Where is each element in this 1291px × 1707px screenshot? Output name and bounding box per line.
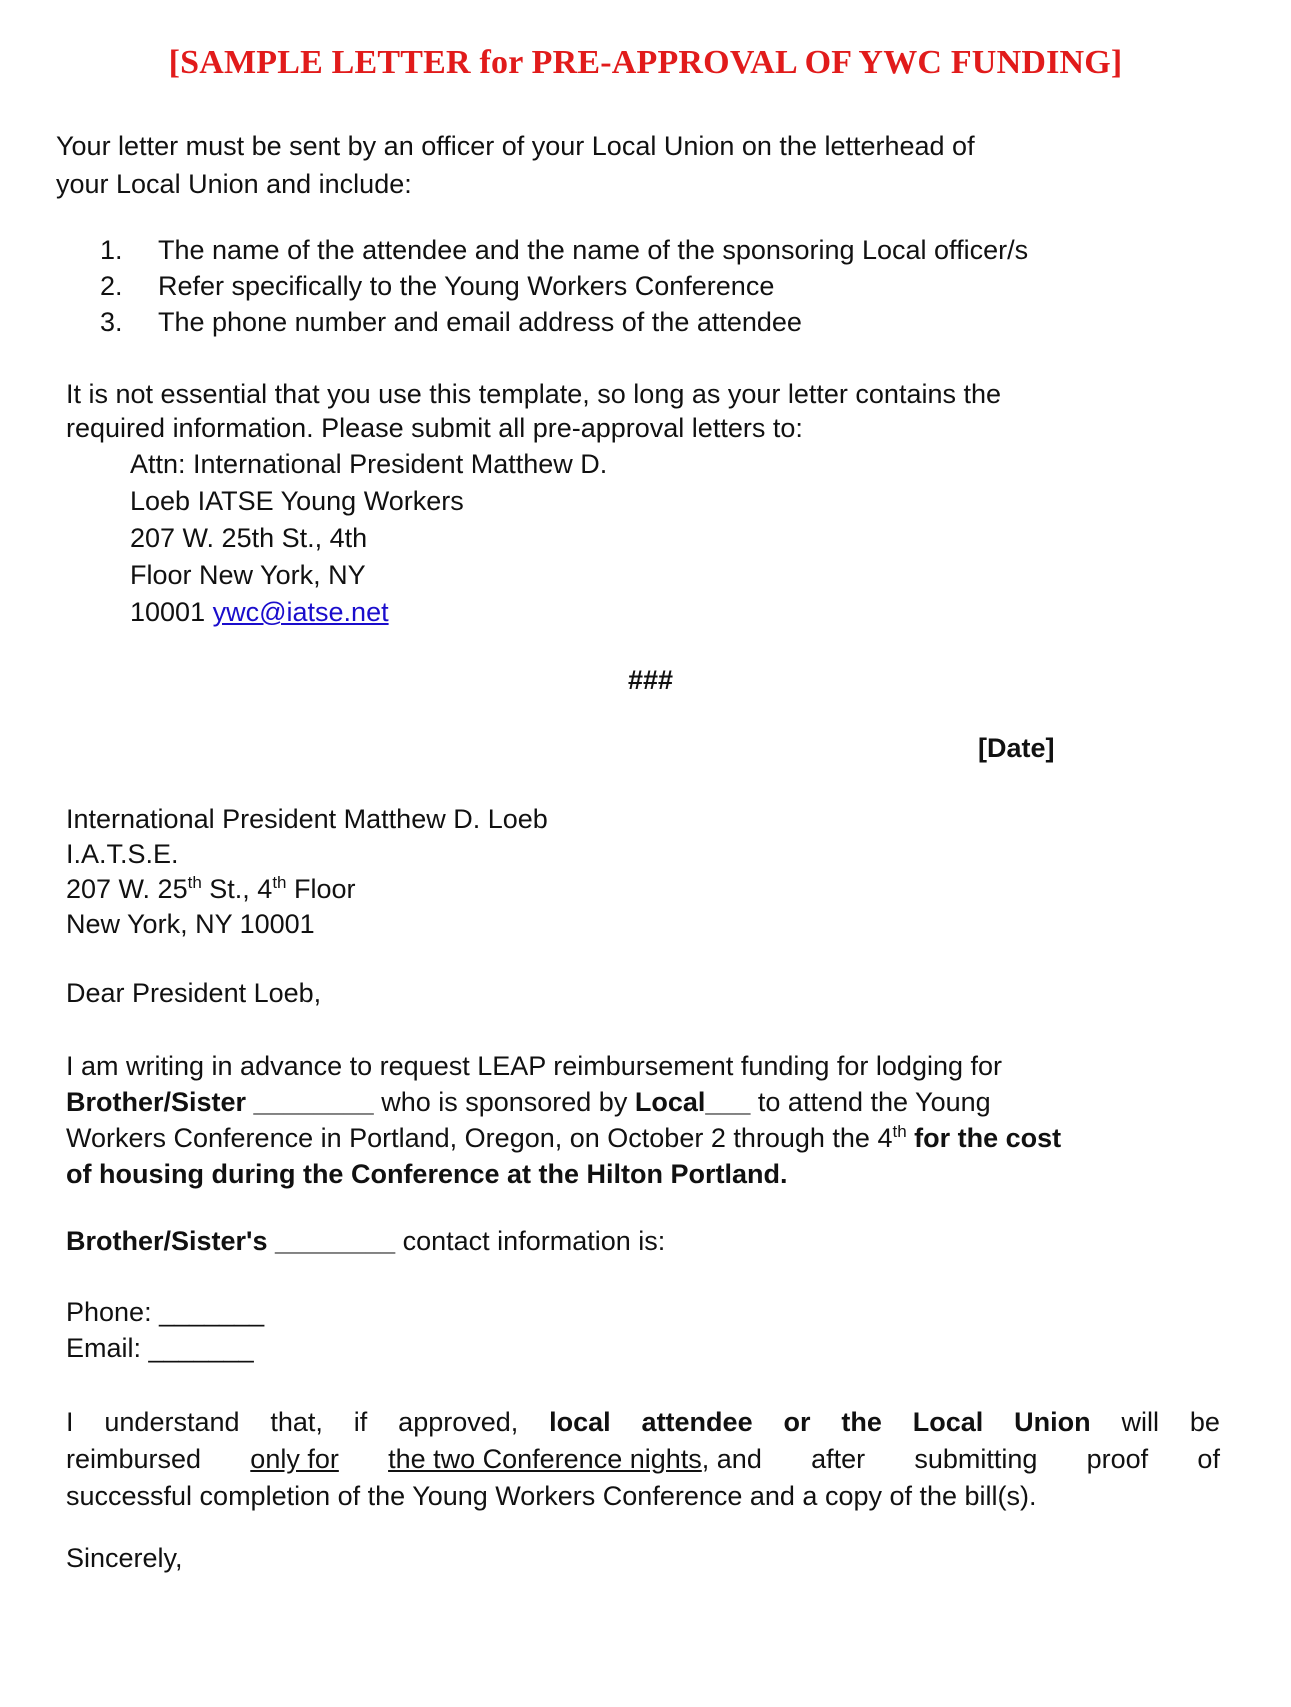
- recipient-city: New York, NY 10001: [66, 909, 315, 939]
- recipient-org: I.A.T.S.E.: [66, 839, 179, 869]
- list-item-text: Refer specifically to the Young Workers Conference: [158, 271, 775, 301]
- address-line-4: Floor New York, NY: [130, 560, 366, 590]
- intro-line-2: your Local Union and include:: [56, 169, 412, 199]
- email-link[interactable]: ywc@iatse.net: [212, 597, 389, 627]
- list-item: [100, 232, 1028, 268]
- recipient-address: [66, 802, 548, 942]
- phone-field: Phone: _______: [66, 1297, 265, 1327]
- intro-paragraph: [56, 127, 1206, 203]
- recipient-street: 207 W. 25th St., 4th Floor: [66, 873, 356, 904]
- address-line-1: Attn: International President Matthew D.: [130, 449, 608, 479]
- understand-line-3: successful completion of the Young Workers Conference and a copy of the bill(s).: [66, 1481, 1037, 1511]
- template-note: [66, 377, 1216, 445]
- list-item: [100, 268, 1028, 304]
- list-item-number: 3.: [100, 307, 123, 337]
- contact-line: Brother/Sister's ________ contact information is:: [66, 1226, 666, 1256]
- understand-line-1: I understand that, if approved, local attendee or the Local Union will be: [66, 1407, 1220, 1437]
- note-line-2: required information. Please submit all pre-approval letters to:: [66, 413, 803, 443]
- requirements-list: [100, 232, 1028, 340]
- address-line-2: Loeb IATSE Young Workers: [130, 486, 464, 516]
- email-field: Email: _______: [66, 1333, 254, 1363]
- document-title: [SAMPLE LETTER for PRE-APPROVAL OF YWC FUNDING]: [168, 44, 1123, 81]
- note-line-1: It is not essential that you use this template, so long as your letter contains the: [66, 379, 1002, 409]
- submission-address: [130, 446, 607, 631]
- address-line-5: [130, 594, 607, 631]
- list-item-text: The name of the attendee and the name of the sponsoring Local officer/s: [158, 235, 1029, 265]
- understand-line-2: reimbursed only for the two Conference nights, and after submitting proof of: [66, 1444, 1220, 1474]
- body-line-3: Workers Conference in Portland, Oregon, on October 2 through the 4th for the cost: [66, 1122, 1062, 1153]
- date-placeholder: [Date]: [978, 733, 1055, 763]
- body-line-4: of housing during the Conference at the Hilton Portland.: [66, 1159, 788, 1189]
- closing: Sincerely,: [66, 1543, 183, 1573]
- request-paragraph: [66, 1048, 1226, 1192]
- body-line-2: Brother/Sister ________ who is sponsored by Local___ to attend the Young: [66, 1087, 991, 1117]
- list-item-number: 2.: [100, 271, 123, 301]
- address-zip: 10001: [130, 597, 206, 627]
- list-item: [100, 304, 1028, 340]
- list-item-number: 1.: [100, 235, 123, 265]
- salutation: Dear President Loeb,: [66, 978, 322, 1008]
- separator: ###: [628, 665, 674, 695]
- address-line-3: 207 W. 25th St., 4th: [130, 523, 368, 553]
- recipient-name: International President Matthew D. Loeb: [66, 804, 548, 834]
- understanding-paragraph: [66, 1404, 1220, 1515]
- list-item-text: The phone number and email address of the attendee: [158, 307, 802, 337]
- body-line-1: I am writing in advance to request LEAP reimbursement funding for lodging for: [66, 1051, 1003, 1081]
- intro-line-1: Your letter must be sent by an officer of your Local Union on the letterhead of: [56, 131, 975, 161]
